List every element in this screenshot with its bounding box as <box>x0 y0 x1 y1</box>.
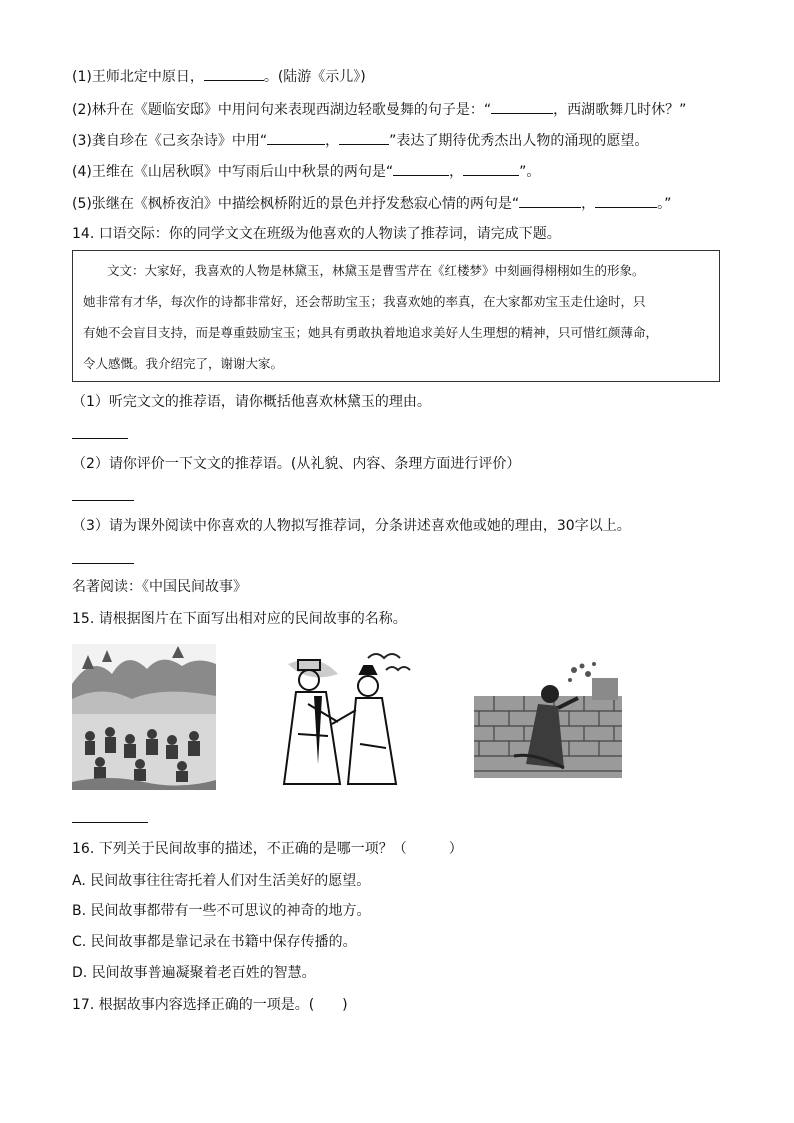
box-line-3: 有她不会盲目支持，而是尊重鼓励宝玉；她具有勇敢执着地追求美好人生理想的精神，只可惜红颜薄命， <box>83 325 659 340</box>
comma: ， <box>581 196 596 212</box>
answer-line[interactable] <box>72 500 134 501</box>
answer-blank[interactable] <box>491 99 553 114</box>
answer-blank[interactable] <box>267 130 325 145</box>
box-line-2: 她非常有才华，每次作的诗都非常好，还会帮助宝玉；我喜欢她的率真，在大家都劝宝玉走仕途时，只 <box>83 294 646 309</box>
comma: ， <box>325 133 340 149</box>
recommendation-box <box>72 250 720 382</box>
q16-title: 16. 下列关于民间故事的描述，不正确的是哪一项？（ ） <box>72 841 463 857</box>
q15-title: 15. 请根据图片在下面写出相对应的民间故事的名称。 <box>72 611 407 627</box>
fill-q4 <box>72 161 540 182</box>
q14-title: 14. 口语交际：你的同学文文在班级为他喜欢的人物读了推荐词，请完成下题。 <box>72 226 561 242</box>
q17-title: 17. 根据故事内容选择正确的一项是。( ) <box>72 997 348 1013</box>
fill-q5 <box>72 193 671 214</box>
q16-option-d[interactable]: D. 民间故事普遍凝聚着老百姓的智慧。 <box>72 965 316 981</box>
fill-q5-end: 。” <box>657 196 672 212</box>
answer-blank[interactable] <box>204 66 264 81</box>
answer-blank[interactable] <box>463 161 519 176</box>
fill-q1 <box>72 66 366 87</box>
fill-q2 <box>72 99 686 120</box>
answer-blank[interactable] <box>393 161 449 176</box>
q14-sub1: （1）听完文文的推荐语，请你概括他喜欢林黛玉的理由。 <box>72 394 431 410</box>
answer-line[interactable] <box>72 438 128 439</box>
story-picture-2 <box>268 644 434 790</box>
fill-q1-source: 。(陆游《示儿》) <box>263 69 366 85</box>
answer-blank[interactable] <box>595 193 657 208</box>
q14-sub3: （3）请为课外阅读中你喜欢的人物拟写推荐词，分条讲述喜欢他或她的理由，30字以上。 <box>72 518 631 534</box>
q14-sub2: （2）请你评价一下文文的推荐语。(从礼貌、内容、条理方面进行评价） <box>72 456 521 472</box>
fill-q1-text: (1)王师北定中原日， <box>72 69 204 85</box>
box-line-4: 令人感慨。我介绍完了，谢谢大家。 <box>83 356 284 371</box>
answer-blank[interactable] <box>519 193 581 208</box>
fill-q4-text: (4)王维在《山居秋暝》中写雨后山中秋景的两句是“ <box>72 164 394 180</box>
fill-q3-text: (3)龚自珍在《己亥杂诗》中用“ <box>72 133 268 149</box>
fill-q3-end: ”表达了期待优秀杰出人物的涌现的愿望。 <box>389 133 649 149</box>
story-picture-3 <box>474 656 622 778</box>
q16-option-b[interactable]: B. 民间故事都带有一些不可思议的神奇的地方。 <box>72 903 371 919</box>
comma: ， <box>449 164 464 180</box>
fill-q4-end: ”。 <box>519 164 541 180</box>
fill-q5-text: (5)张继在《枫桥夜泊》中描绘枫桥附近的景色并抒发愁寂心情的两句是“ <box>72 196 520 212</box>
fill-q3 <box>72 130 648 151</box>
fill-q2-text: (2)林升在《题临安邸》中用问句来表现西湖边轻歌曼舞的句子是：“ <box>72 102 492 118</box>
reading-heading: 名著阅读：《中国民间故事》 <box>72 579 247 595</box>
answer-line[interactable] <box>72 563 134 564</box>
q16-option-c[interactable]: C. 民间故事都是靠记录在书籍中保存传播的。 <box>72 934 357 950</box>
box-line-1: 文文：大家好，我喜欢的人物是林黛玉，林黛玉是曹雪芹在《红楼梦》中刻画得栩栩如生的形象。 <box>107 263 645 278</box>
story-picture-1 <box>72 644 216 790</box>
fill-q2-end: ，西湖歌舞几时休？” <box>553 102 687 118</box>
q16-option-a[interactable]: A. 民间故事往往寄托着人们对生活美好的愿望。 <box>72 873 371 889</box>
answer-blank[interactable] <box>339 130 389 145</box>
answer-line[interactable] <box>72 822 148 823</box>
